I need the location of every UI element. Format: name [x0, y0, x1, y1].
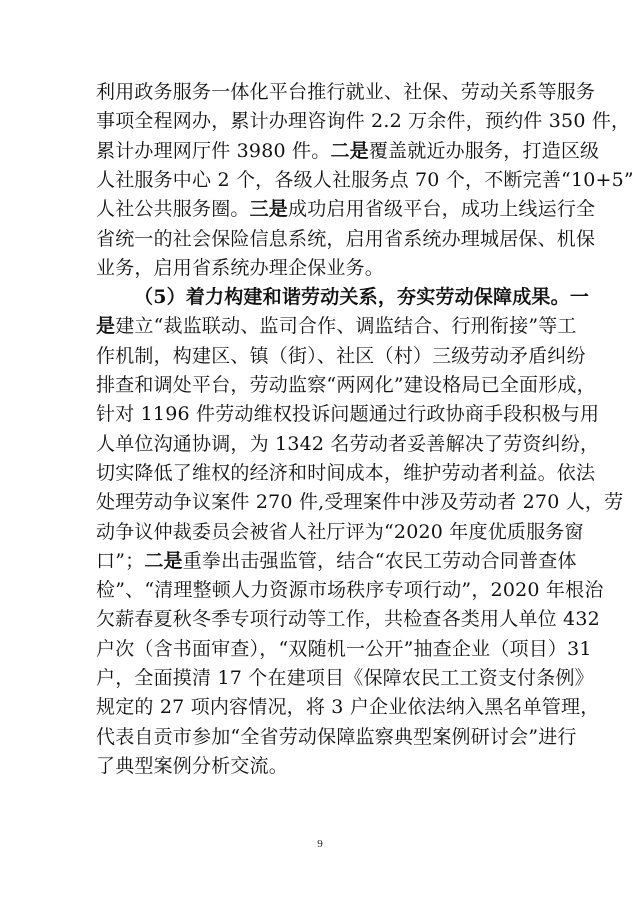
text-line: [96, 106, 631, 136]
text-segment: 人社服务中心 2 个，各级人社服务点 70 个，不断完善“10+5”: [96, 168, 634, 191]
text-line: [96, 751, 550, 781]
text-line: [134, 282, 590, 312]
text-segment: 切实降低了维权的经济和时间成本，维护劳动者利益。依法: [96, 461, 596, 484]
text-line: [96, 722, 577, 752]
text-segment: 代表自贡市参加“全省劳动保障监察典型案例研讨会”进行: [96, 725, 577, 748]
text-line: [96, 136, 600, 166]
text-segment: 检”、“清理整顿人力资源市场秩序专项行动”，2020 年根治: [96, 579, 604, 602]
bold-text-segment: 二是: [330, 139, 369, 162]
text-line: [96, 165, 634, 195]
text-segment: 事项全程网办，累计办理咨询件 2.2 万余件，预约件 350 件，: [96, 110, 631, 133]
text-line: [96, 692, 600, 722]
text-line: [96, 399, 600, 429]
text-line: [96, 429, 600, 459]
text-line: [96, 311, 577, 341]
text-segment: 省统一的社会保险信息系统，启用省系统办理城居保、机保: [96, 227, 596, 250]
text-segment: 覆盖就近办服务，打造区级: [368, 139, 600, 162]
text-line: [96, 663, 594, 693]
text-segment: 口”；: [96, 549, 145, 572]
text-segment: 了典型案例分析交流。: [96, 754, 289, 777]
text-line: [96, 546, 577, 576]
text-segment: 动争议仲裁委员会被省人社厅评为“2020 年度优质服务窗: [96, 520, 584, 543]
text-segment: 户，全面摸清 17 个在建项目《保障农民工工资支付条例》: [96, 667, 594, 689]
text-line: [96, 458, 596, 488]
text-segment: 规定的 27 项内容情况，将 3 户企业依法纳入黑名单管理，: [96, 696, 600, 719]
text-line: [96, 634, 592, 664]
text-line: [96, 224, 596, 254]
text-line: [96, 194, 596, 224]
text-line: [96, 253, 550, 283]
text-segment: 人社公共服务圈。: [96, 198, 250, 221]
text-segment: 欠薪春夏秋冬季专项行动等工作，共检查各类用人单位 432: [96, 608, 600, 631]
text-line: [96, 517, 584, 547]
text-line: [96, 77, 596, 107]
text-segment: 重拳出击强监管，结合“农民工劳动合同普查体: [182, 549, 577, 572]
text-line: [96, 604, 600, 634]
text-line: [96, 341, 586, 371]
bold-text-segment: （5）着力构建和谐劳动关系，夯实劳动保障成果。一: [134, 286, 590, 309]
text-segment: 利用政务服务一体化平台推行就业、社保、劳动关系等服务: [96, 81, 596, 103]
bold-text-segment: 是: [96, 315, 116, 338]
text-segment: 户次（含书面审查），“双随机一公开”抽查企业（项目）31: [96, 637, 592, 660]
text-segment: 业务，启用省系统办理企保业务。: [96, 256, 385, 279]
text-segment: 建立“裁监联动、监司合作、调监结合、行刑衔接”等工: [115, 315, 577, 338]
page-number: 9: [317, 838, 323, 850]
text-segment: 针对 1196 件劳动维权投诉问题通过行政协商手段积极与用: [96, 403, 600, 426]
text-segment: 处理劳动争议案件 270 件,受理案件中涉及劳动者 270 人，劳: [96, 491, 624, 514]
bold-text-segment: 三是: [249, 198, 289, 221]
text-line: [96, 370, 596, 400]
text-line: [96, 487, 624, 517]
bold-text-segment: 二是: [144, 549, 183, 572]
text-segment: 人单位沟通协调，为 1342 名劳动者妥善解决了劳资纠纷，: [96, 432, 600, 455]
text-line: [96, 575, 604, 605]
text-segment: 排查和调处平台，劳动监察“两网化”建设格局已全面形成，: [96, 374, 596, 396]
text-segment: 成功启用省级平台，成功上线运行全: [288, 198, 596, 221]
text-segment: 累计办理网厅件 3980 件。: [96, 139, 331, 162]
text-segment: 作机制，构建区、镇（街）、社区（村）三级劳动矛盾纠纷: [96, 344, 586, 367]
